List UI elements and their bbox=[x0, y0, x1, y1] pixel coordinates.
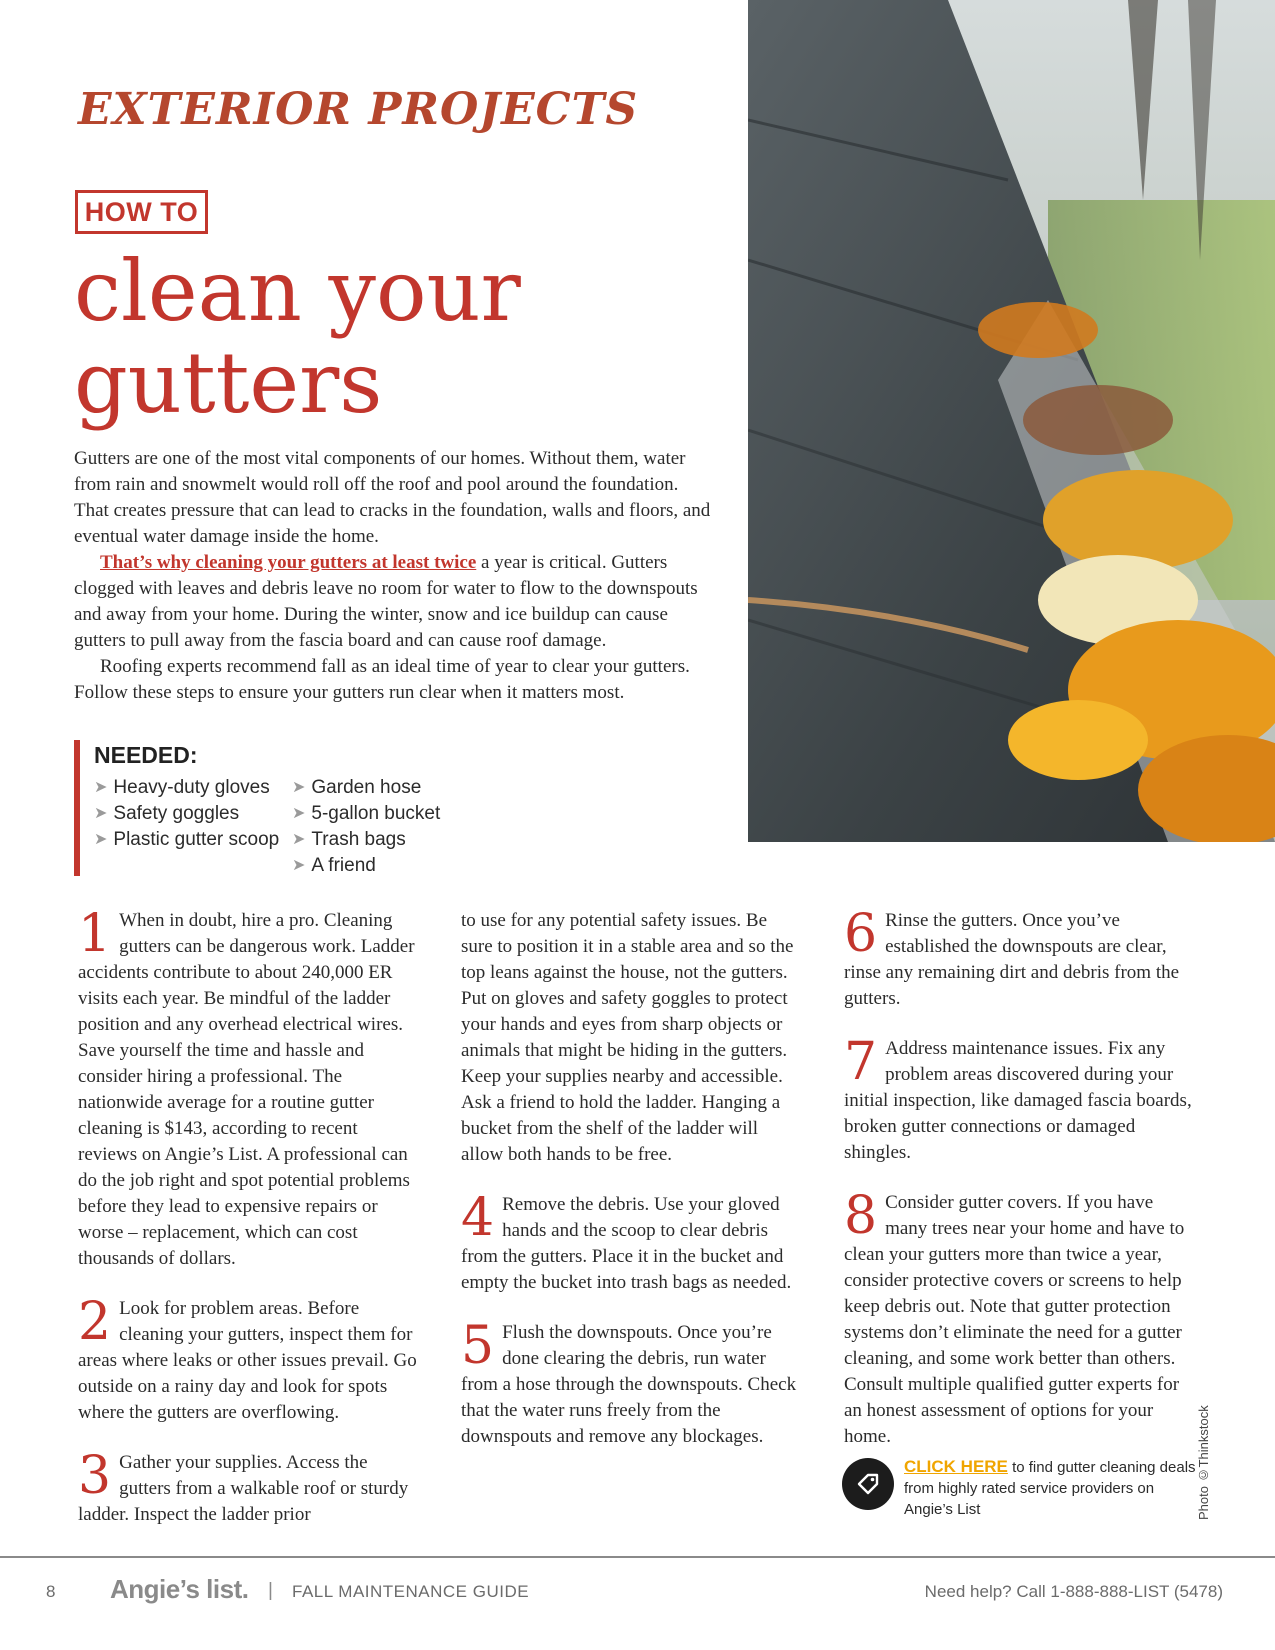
arrow-icon: ➤ bbox=[94, 805, 108, 822]
intro-paragraph-2-text: a year is critical. Gutters clogged with leaves and debris leave no room for water to flow to the downspouts and away from your home. During the winter, snow and ice buildup can cause gutters to pull away from the fascia board and can cause roof damage. bbox=[74, 552, 698, 651]
click-here-link[interactable]: CLICK HERE bbox=[904, 1457, 1008, 1476]
arrow-icon: ➤ bbox=[292, 857, 306, 874]
intro-text bbox=[74, 446, 714, 706]
list-item: ➤ Plastic gutter scoop bbox=[94, 827, 292, 853]
step-text: Flush the downspouts. Once you’re done clearing the debris, run water from a hose through the downspouts. Check that the water runs freely from the downspouts and remove any blockages. bbox=[461, 1322, 797, 1447]
step-1 bbox=[78, 904, 418, 1272]
intro-paragraph-1: Gutters are one of the most vital components of our homes. Without them, water from rain and snowmelt would roll off the roof and pool around the foundation. That creates pressure that can lead to cracks in the foundation, walls and floors, and eventual water damage inside the home. bbox=[74, 448, 711, 547]
needed-heading: NEEDED: bbox=[94, 742, 198, 768]
photo-illustration bbox=[748, 0, 1275, 842]
column-3 bbox=[844, 904, 1194, 1474]
intro-paragraph-2 bbox=[74, 550, 714, 654]
step-number: 3 bbox=[78, 1446, 112, 1506]
help-phone: Need help? Call 1-888-888-LIST (5478) bbox=[924, 1582, 1223, 1601]
angies-list-logo: Angie’s list. bbox=[110, 1574, 249, 1604]
page-footer bbox=[0, 1572, 1275, 1612]
step-3-continued bbox=[461, 908, 801, 1168]
step-text: Rinse the gutters. Once you’ve established the downspouts are clear, rinse any remaining dirt and debris from the gutters. bbox=[844, 910, 1180, 1009]
arrow-icon: ➤ bbox=[94, 779, 108, 796]
step-number: 1 bbox=[78, 904, 112, 964]
price-tag-icon bbox=[842, 1458, 894, 1510]
footer-separator: | bbox=[268, 1580, 273, 1601]
deals-promo bbox=[842, 1456, 1202, 1520]
step-7 bbox=[844, 1032, 1194, 1166]
guide-title: FALL MAINTENANCE GUIDE bbox=[292, 1582, 530, 1601]
how-to-badge: HOW TO bbox=[75, 190, 208, 234]
arrow-icon: ➤ bbox=[94, 831, 108, 848]
list-item: ➤ 5-gallon bucket bbox=[292, 801, 440, 827]
step-number: 8 bbox=[844, 1186, 878, 1246]
supplies-list-2 bbox=[292, 775, 440, 879]
title-line-2: gutters bbox=[74, 334, 383, 432]
list-item: ➤ Heavy-duty gloves bbox=[94, 775, 292, 801]
footer-divider bbox=[0, 1556, 1275, 1558]
step-number: 5 bbox=[461, 1316, 495, 1376]
title-line-1: clean your bbox=[74, 242, 521, 340]
step-number: 6 bbox=[844, 904, 878, 964]
step-text: to use for any potential safety issues. Be sure to position it in a stable area and so the top leans against the house, not the gutters. Put on gloves and safety goggles to protect your hands and eyes from sharp objects or animals that might be hiding in the gutters. Keep your supplies nearby and accessible. Ask a friend to hold the ladder. Hanging a bucket from the shelf of the ladder will allow both hands to be free. bbox=[461, 910, 794, 1165]
arrow-icon: ➤ bbox=[292, 779, 306, 796]
intro-paragraph-3: Roofing experts recommend fall as an ideal time of year to clear your gutters. Follow these steps to ensure your gutters run clear when it matters most. bbox=[74, 656, 690, 703]
supplies-list-1 bbox=[94, 775, 292, 879]
arrow-icon: ➤ bbox=[292, 805, 306, 822]
step-number: 7 bbox=[844, 1032, 878, 1092]
step-5 bbox=[461, 1316, 801, 1450]
list-item: ➤ A friend bbox=[292, 853, 440, 879]
step-number: 4 bbox=[461, 1188, 495, 1248]
promo-description: to find gutter cleaning deals from highly rated service providers on Angie’s List bbox=[904, 1459, 1196, 1518]
list-item: ➤ Garden hose bbox=[292, 775, 440, 801]
step-text: Consider gutter covers. If you have many trees near your home and have to clean your gutters more than twice a year, consider protective covers or screens to help keep debris out. Note that gutter protection systems don’t eliminate the need for a gutter cleaning, and some work better than others. Consult multiple qualified gutter experts for an honest assessment of options for your home. bbox=[844, 1192, 1185, 1447]
step-8 bbox=[844, 1186, 1194, 1450]
cleaning-frequency-link[interactable]: That’s why cleaning your gutters at least twice bbox=[100, 552, 477, 573]
step-6 bbox=[844, 904, 1194, 1012]
step-4 bbox=[461, 1188, 801, 1296]
photo-credit: Photo ©Thinkstock bbox=[1196, 1405, 1211, 1520]
step-text: Address maintenance issues. Fix any problem areas discovered during your initial inspection, like damaged fascia boards, broken gutter connections or damaged shingles. bbox=[844, 1038, 1192, 1163]
needed-supplies-box bbox=[74, 740, 694, 876]
page-title bbox=[74, 242, 714, 432]
step-text: Gather your supplies. Access the gutters from a walkable roof or sturdy ladder. Inspect the ladder prior bbox=[78, 1452, 409, 1525]
step-text: Look for problem areas. Before cleaning your gutters, inspect them for areas where leaks or other issues prevail. Go outside on a rainy day and look for spots where the gutters are overflowing. bbox=[78, 1298, 417, 1423]
gutter-leaves-photo bbox=[748, 0, 1275, 842]
step-2 bbox=[78, 1292, 418, 1426]
tag-shape bbox=[853, 1469, 883, 1499]
page-number: 8 bbox=[46, 1582, 56, 1601]
column-2 bbox=[461, 908, 801, 1474]
promo-text bbox=[904, 1456, 1202, 1520]
list-item: ➤ Trash bags bbox=[292, 827, 440, 853]
list-item: ➤ Safety goggles bbox=[94, 801, 292, 827]
arrow-icon: ➤ bbox=[292, 831, 306, 848]
column-1 bbox=[78, 904, 418, 1552]
step-number: 2 bbox=[78, 1292, 112, 1352]
step-text: Remove the debris. Use your gloved hands and the scoop to clear debris from the gutters. Place it in the bucket and empty the bucket into trash bags as needed. bbox=[461, 1194, 792, 1293]
step-3 bbox=[78, 1446, 418, 1528]
step-text: When in doubt, hire a pro. Cleaning gutters can be dangerous work. Ladder accidents contribute to about 240,000 ER visits each year. Be mindful of the ladder position and any overhead electrical wires. Save yourself the time and hassle and consider hiring a professional. The nationwide average for a routine gutter cleaning is $143, according to recent reviews on Angie’s List. A professional can do the job right and spot potential problems before they lead to expensive repairs or worse – replacement, which can cost thousands of dollars. bbox=[78, 910, 415, 1269]
section-title: EXTERIOR PROJECTS bbox=[78, 84, 639, 135]
